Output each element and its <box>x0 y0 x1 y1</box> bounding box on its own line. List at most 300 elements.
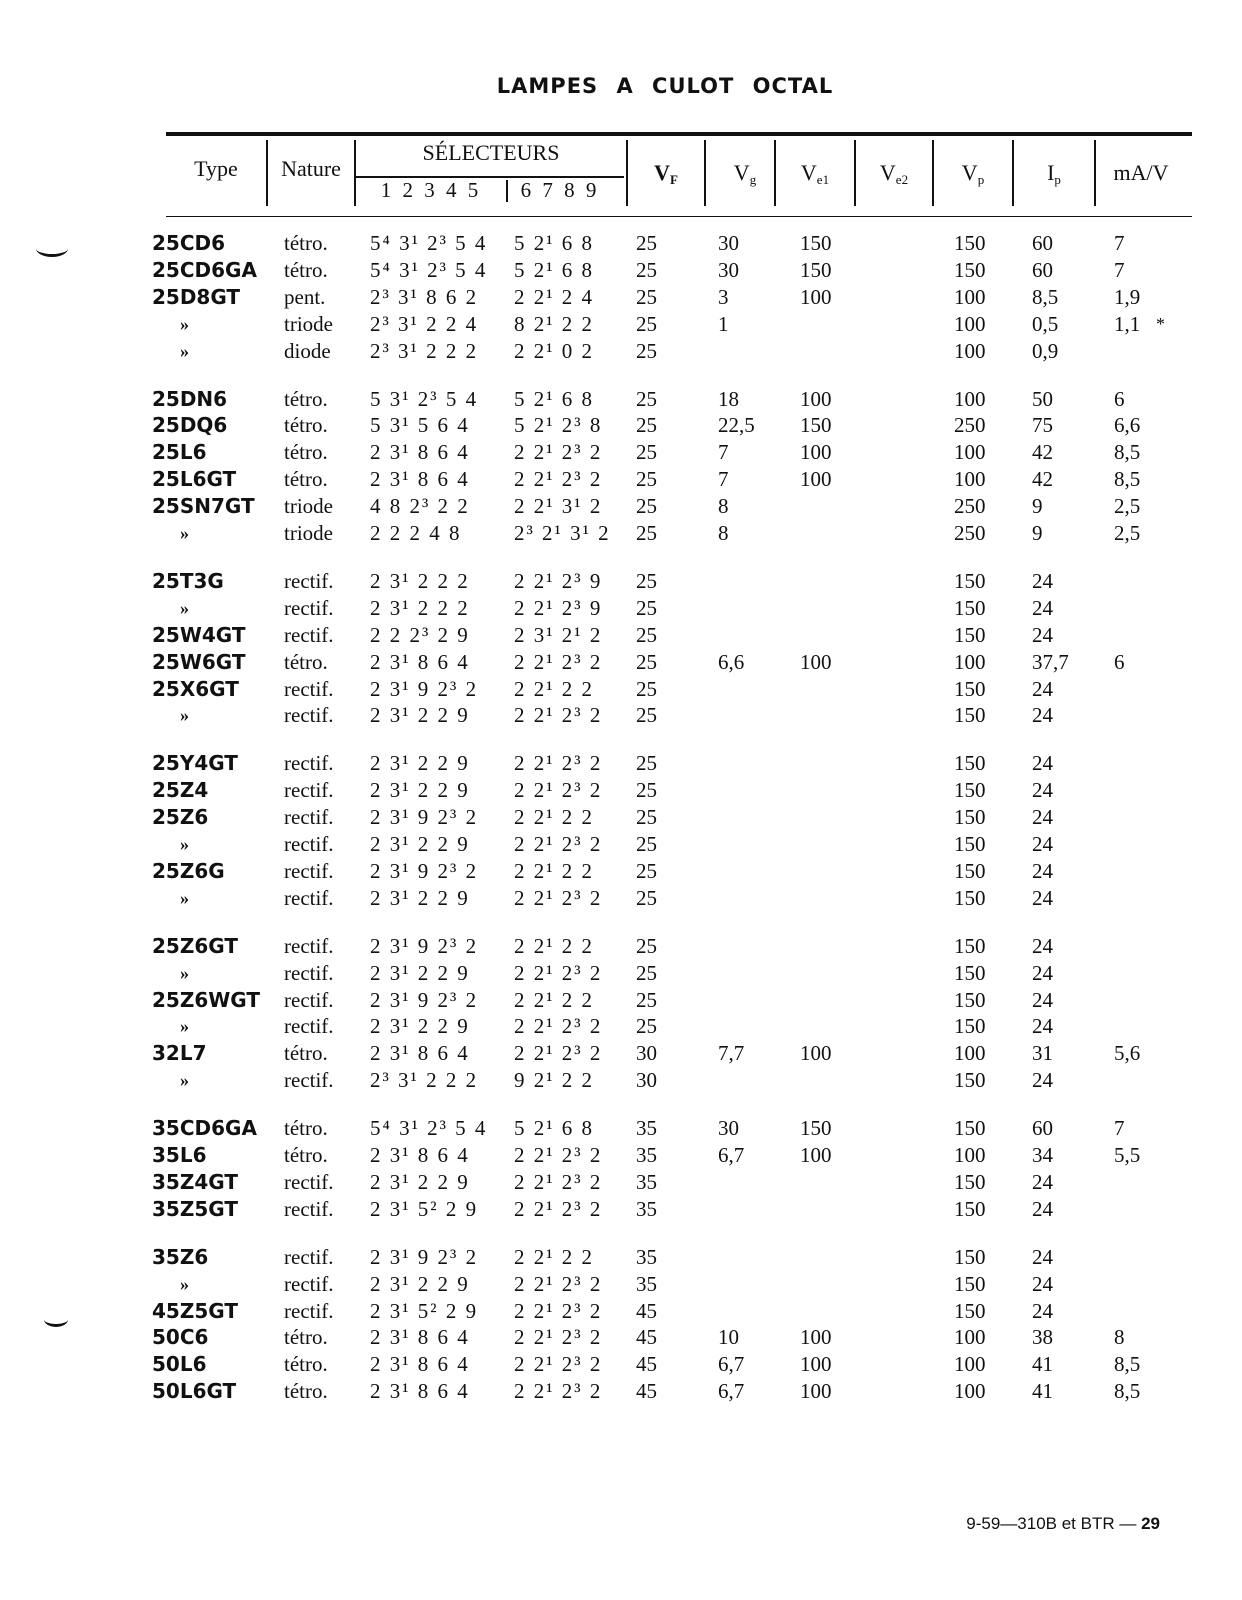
cell-ve1: 150 <box>800 1116 832 1141</box>
margin-mark <box>44 1312 68 1327</box>
cell-type: 50C6 <box>152 1325 209 1350</box>
cell-ip: 41 <box>1032 1379 1053 1404</box>
cell-vf: 25 <box>636 257 657 282</box>
cell-vf: 25 <box>636 521 657 545</box>
table-row <box>0 702 1242 729</box>
cell-nature: rectif. <box>284 1014 334 1039</box>
cell-s1: 2 3¹ 8 6 4 <box>370 1352 470 1377</box>
cell-nature: tétro. <box>284 257 328 282</box>
table-row <box>0 520 1242 547</box>
cell-vg: 22,5 <box>718 413 755 438</box>
table-row <box>0 311 1242 338</box>
cell-vg: 6,7 <box>718 1352 745 1377</box>
cell-s2: 2 2¹ 2³ 9 <box>514 568 603 593</box>
table-row <box>0 750 1242 777</box>
cell-ma: 5,5 <box>1114 1143 1141 1167</box>
cell-ma: 1,1 <box>1114 311 1141 336</box>
cell-ve1: 100 <box>800 649 832 674</box>
table-row <box>0 1040 1242 1067</box>
cell-ip: 24 <box>1032 1196 1053 1221</box>
cell-ip: 8,5 <box>1032 284 1059 309</box>
cell-nature: rectif. <box>284 885 334 910</box>
header-sel-a: 1 2 3 4 5 <box>380 178 482 202</box>
cell-vp: 150 <box>954 257 986 282</box>
cell-type: 25DN6 <box>152 386 228 411</box>
cell-ip: 24 <box>1032 1068 1053 1093</box>
cell-nature: tétro. <box>284 1379 328 1404</box>
table-row <box>0 885 1242 912</box>
cell-vp: 150 <box>954 1014 986 1039</box>
cell-s1: 2 3¹ 5² 2 9 <box>370 1298 479 1323</box>
cell-ma: 8,5 <box>1114 440 1141 465</box>
table-row <box>0 1378 1242 1405</box>
cell-type: » <box>180 1016 189 1037</box>
cell-vf: 35 <box>636 1143 657 1167</box>
cell-s2: 2 2¹ 2³ 2 <box>514 1196 603 1221</box>
cell-type: » <box>180 597 189 618</box>
cell-s2: 2 2¹ 2 2 <box>514 933 595 958</box>
cell-ip: 24 <box>1032 778 1053 803</box>
cell-type: 25W4GT <box>152 622 246 647</box>
cell-vf: 35 <box>636 1196 657 1221</box>
table-row <box>0 831 1242 858</box>
cell-vp: 150 <box>954 703 986 728</box>
cell-s1: 2 3¹ 2 2 9 <box>370 751 470 776</box>
cell-s2: 9 2¹ 2 2 <box>514 1068 595 1093</box>
cell-nature: rectif. <box>284 676 334 701</box>
cell-nature: rectif. <box>284 1068 334 1093</box>
cell-type: 35L6 <box>152 1143 207 1167</box>
cell-vp: 150 <box>954 622 986 647</box>
table-row <box>0 466 1242 493</box>
cell-ma: 1,9 <box>1114 284 1141 309</box>
cell-s1: 2 3¹ 8 6 4 <box>370 1325 470 1350</box>
cell-ve1: 100 <box>800 1041 832 1066</box>
cell-vg: 1 <box>718 311 729 336</box>
cell-s1: 2 3¹ 8 6 4 <box>370 1379 470 1404</box>
cell-type: » <box>180 340 189 361</box>
cell-s2: 2 2¹ 2 2 <box>514 676 595 701</box>
cell-vp: 100 <box>954 1143 986 1167</box>
cell-ve1: 100 <box>800 467 832 492</box>
cell-vf: 45 <box>636 1352 657 1377</box>
cell-s2: 2 2¹ 2³ 2 <box>514 1298 603 1323</box>
cell-s1: 2 3¹ 2 2 9 <box>370 1014 470 1039</box>
cell-s1: 2 2 2 4 8 <box>370 521 462 545</box>
cell-ve1: 150 <box>800 413 832 438</box>
cell-ip: 42 <box>1032 467 1053 492</box>
page-number: 29 <box>1141 1514 1160 1533</box>
cell-ip: 31 <box>1032 1041 1053 1066</box>
cell-nature: rectif. <box>284 1244 334 1269</box>
cell-type: » <box>180 705 189 726</box>
page-title: LAMPES A CULOT OCTAL <box>496 74 834 98</box>
cell-vg: 7,7 <box>718 1041 745 1066</box>
table-row <box>0 804 1242 831</box>
cell-ip: 0,5 <box>1032 311 1059 336</box>
cell-s1: 2 3¹ 2 2 2 <box>370 595 470 620</box>
table-row <box>0 257 1242 284</box>
table-row <box>0 439 1242 466</box>
cell-ma: 8,5 <box>1114 1352 1141 1377</box>
cell-vp: 150 <box>954 778 986 803</box>
cell-nature: tétro. <box>284 413 328 438</box>
table-row <box>0 412 1242 439</box>
table-row <box>0 1298 1242 1325</box>
cell-vp: 250 <box>954 521 986 545</box>
cell-type: 25L6 <box>152 440 207 465</box>
cell-nature: tétro. <box>284 231 328 255</box>
cell-vp: 150 <box>954 1298 986 1323</box>
cell-s2: 2 2¹ 2 2 <box>514 987 595 1012</box>
cell-nature: rectif. <box>284 1196 334 1221</box>
cell-ip: 24 <box>1032 858 1053 883</box>
cell-vg: 6,7 <box>718 1379 745 1404</box>
cell-type: 25Z6G <box>152 858 225 883</box>
cell-ip: 24 <box>1032 751 1053 776</box>
cell-vf: 35 <box>636 1169 657 1194</box>
cell-vf: 25 <box>636 649 657 674</box>
cell-vf: 25 <box>636 440 657 465</box>
cell-ip: 24 <box>1032 1014 1053 1039</box>
table-row <box>0 622 1242 649</box>
cell-s2: 2 2¹ 2³ 2 <box>514 960 603 985</box>
cell-nature: rectif. <box>284 1271 334 1296</box>
cell-ve1: 100 <box>800 284 832 309</box>
cell-vg: 7 <box>718 467 729 492</box>
cell-ip: 34 <box>1032 1143 1053 1167</box>
cell-type: 50L6 <box>152 1352 207 1377</box>
cell-ve1: 150 <box>800 231 832 255</box>
cell-vf: 25 <box>636 987 657 1012</box>
header-mav: mA/V <box>1113 160 1169 185</box>
cell-ve1: 100 <box>800 1325 832 1350</box>
cell-vg: 30 <box>718 231 739 255</box>
cell-type: 25Z4 <box>152 778 209 803</box>
cell-s1: 2 3¹ 9 2³ 2 <box>370 1244 479 1269</box>
cell-s2: 2 2¹ 2³ 2 <box>514 1379 603 1404</box>
cell-nature: rectif. <box>284 933 334 958</box>
cell-vp: 100 <box>954 311 986 336</box>
cell-vp: 150 <box>954 595 986 620</box>
cell-s1: 2 3¹ 2 2 9 <box>370 832 470 856</box>
cell-nature: triode <box>284 521 333 545</box>
cell-s1: 2 3¹ 8 6 4 <box>370 440 470 465</box>
cell-type: 25Z6WGT <box>152 987 261 1012</box>
cell-vp: 150 <box>954 805 986 830</box>
header-ve1: Ve1 <box>800 160 830 187</box>
table-row <box>0 338 1242 365</box>
cell-s1: 2 3¹ 2 2 9 <box>370 960 470 985</box>
cell-nature: rectif. <box>284 1169 334 1194</box>
cell-vf: 25 <box>636 805 657 830</box>
cell-vp: 150 <box>954 568 986 593</box>
cell-ma: 8 <box>1114 1325 1125 1350</box>
cell-ve1: 100 <box>800 440 832 465</box>
cell-type: 25L6GT <box>152 467 237 492</box>
cell-vp: 150 <box>954 885 986 910</box>
cell-s2: 2 2¹ 2³ 2 <box>514 1041 603 1066</box>
cell-s1: 2 3¹ 8 6 4 <box>370 649 470 674</box>
cell-ip: 37,7 <box>1032 649 1069 674</box>
table-row <box>0 676 1242 703</box>
cell-star: * <box>1156 313 1165 334</box>
cell-ip: 24 <box>1032 987 1053 1012</box>
table-row <box>0 1196 1242 1223</box>
cell-vg: 30 <box>718 1116 739 1141</box>
cell-vf: 25 <box>636 338 657 363</box>
cell-s1: 5 3¹ 5 6 4 <box>370 413 470 438</box>
cell-vg: 3 <box>718 284 729 309</box>
cell-ma: 8,5 <box>1114 467 1141 492</box>
cell-ip: 9 <box>1032 521 1043 545</box>
cell-type: 35Z6 <box>152 1244 209 1269</box>
cell-s1: 2 3¹ 9 2³ 2 <box>370 987 479 1012</box>
cell-vf: 45 <box>636 1325 657 1350</box>
cell-vf: 25 <box>636 960 657 985</box>
cell-type: » <box>180 834 189 854</box>
cell-ip: 24 <box>1032 960 1053 985</box>
cell-s2: 2 2¹ 2 2 <box>514 1244 595 1269</box>
cell-type: 25CD6GA <box>152 257 257 282</box>
cell-nature: rectif. <box>284 960 334 985</box>
header-vp: Vp <box>961 160 985 187</box>
cell-s2: 2 2¹ 2³ 2 <box>514 778 603 803</box>
cell-vf: 25 <box>636 386 657 411</box>
cell-ip: 24 <box>1032 703 1053 728</box>
cell-nature: triode <box>284 311 333 336</box>
cell-ma: 6 <box>1114 649 1125 674</box>
cell-s2: 2 2¹ 2³ 2 <box>514 703 603 728</box>
cell-ip: 24 <box>1032 933 1053 958</box>
cell-type: 35Z5GT <box>152 1196 238 1221</box>
cell-vp: 100 <box>954 649 986 674</box>
cell-vg: 6,6 <box>718 649 745 674</box>
cell-ip: 24 <box>1032 832 1053 856</box>
cell-nature: triode <box>284 494 333 519</box>
cell-s1: 5 3¹ 2³ 5 4 <box>370 386 479 411</box>
cell-vf: 25 <box>636 311 657 336</box>
cell-vf: 25 <box>636 703 657 728</box>
cell-vp: 150 <box>954 1068 986 1093</box>
cell-nature: rectif. <box>284 595 334 620</box>
cell-ip: 24 <box>1032 1271 1053 1296</box>
cell-vf: 30 <box>636 1068 657 1093</box>
cell-s1: 2 2 2³ 2 9 <box>370 622 470 647</box>
table-row <box>0 649 1242 676</box>
cell-nature: tétro. <box>284 1325 328 1350</box>
table-row <box>0 1271 1242 1298</box>
header-vg: Vg <box>733 160 757 187</box>
cell-vf: 25 <box>636 885 657 910</box>
cell-ve1: 100 <box>800 386 832 411</box>
cell-vp: 150 <box>954 1244 986 1269</box>
cell-vf: 25 <box>636 595 657 620</box>
cell-ip: 60 <box>1032 257 1053 282</box>
cell-vg: 7 <box>718 440 729 465</box>
cell-vf: 25 <box>636 751 657 776</box>
table-row <box>0 858 1242 885</box>
cell-type: 25W6GT <box>152 649 246 674</box>
cell-vf: 25 <box>636 832 657 856</box>
cell-s1: 2 3¹ 8 6 4 <box>370 1143 470 1167</box>
cell-s2: 2 2¹ 0 2 <box>514 338 595 363</box>
cell-s1: 2 3¹ 9 2³ 2 <box>370 858 479 883</box>
cell-nature: rectif. <box>284 858 334 883</box>
cell-ip: 38 <box>1032 1325 1053 1350</box>
cell-type: 25SN7GT <box>152 494 255 519</box>
cell-s1: 2 3¹ 2 2 9 <box>370 778 470 803</box>
cell-s2: 2 2¹ 2³ 2 <box>514 1271 603 1296</box>
table-row <box>0 933 1242 960</box>
margin-mark <box>36 240 68 257</box>
cell-vf: 35 <box>636 1271 657 1296</box>
cell-s2: 5 2¹ 6 8 <box>514 231 595 255</box>
cell-type: » <box>180 1273 189 1294</box>
cell-nature: tétro. <box>284 440 328 465</box>
cell-ip: 24 <box>1032 805 1053 830</box>
table-row <box>0 987 1242 1014</box>
cell-vf: 45 <box>636 1379 657 1404</box>
cell-s2: 2 2¹ 2³ 2 <box>514 1325 603 1350</box>
cell-ip: 24 <box>1032 1244 1053 1269</box>
cell-nature: tétro. <box>284 1143 328 1167</box>
cell-s1: 2³ 3¹ 2 2 2 <box>370 1068 479 1093</box>
table-row <box>0 1169 1242 1196</box>
cell-vp: 100 <box>954 386 986 411</box>
page-footer <box>966 1514 1160 1534</box>
cell-s2: 2 2¹ 2³ 2 <box>514 1352 603 1377</box>
cell-vf: 35 <box>636 1244 657 1269</box>
cell-s2: 2 2¹ 2³ 2 <box>514 649 603 674</box>
cell-vp: 150 <box>954 231 986 255</box>
cell-vf: 25 <box>636 494 657 519</box>
cell-type: 35CD6GA <box>152 1116 257 1141</box>
cell-vp: 150 <box>954 832 986 856</box>
header-ve2: Ve2 <box>879 160 909 187</box>
cell-s2: 5 2¹ 6 8 <box>514 386 595 411</box>
cell-ip: 60 <box>1032 1116 1053 1141</box>
cell-vf: 45 <box>636 1298 657 1323</box>
cell-nature: rectif. <box>284 703 334 728</box>
table-row <box>0 960 1242 987</box>
cell-vp: 150 <box>954 676 986 701</box>
cell-s1: 2 3¹ 2 2 9 <box>370 885 470 910</box>
cell-type: 32L7 <box>152 1041 207 1066</box>
cell-vp: 150 <box>954 1271 986 1296</box>
table-row <box>0 284 1242 311</box>
cell-type: 25X6GT <box>152 676 239 701</box>
cell-s2: 2³ 2¹ 3¹ 2 <box>514 521 611 545</box>
cell-s2: 2 3¹ 2¹ 2 <box>514 622 603 647</box>
cell-ip: 42 <box>1032 440 1053 465</box>
cell-vf: 25 <box>636 858 657 883</box>
cell-nature: rectif. <box>284 568 334 593</box>
cell-s2: 2 2¹ 2³ 2 <box>514 832 603 856</box>
cell-type: 25Y4GT <box>152 751 238 776</box>
cell-s2: 2 2¹ 2 2 <box>514 805 595 830</box>
cell-vf: 25 <box>636 467 657 492</box>
cell-ip: 24 <box>1032 595 1053 620</box>
cell-ip: 60 <box>1032 231 1053 255</box>
table-row <box>0 777 1242 804</box>
cell-vp: 100 <box>954 284 986 309</box>
cell-s2: 5 2¹ 2³ 8 <box>514 413 603 438</box>
table-row <box>0 1244 1242 1271</box>
cell-vg: 6,7 <box>718 1143 745 1167</box>
cell-vg: 18 <box>718 386 739 411</box>
table-row <box>0 1013 1242 1040</box>
cell-type: 25Z6GT <box>152 933 238 958</box>
cell-ma: 2,5 <box>1114 521 1141 545</box>
cell-vp: 150 <box>954 751 986 776</box>
cell-s1: 5⁴ 3¹ 2³ 5 4 <box>370 1116 488 1141</box>
cell-nature: tétro. <box>284 386 328 411</box>
cell-s1: 5⁴ 3¹ 2³ 5 4 <box>370 257 488 282</box>
header-selecteurs: SÉLECTEURS <box>422 140 560 165</box>
cell-nature: pent. <box>284 284 326 309</box>
table-row <box>0 493 1242 520</box>
cell-s1: 2 3¹ 9 2³ 2 <box>370 933 479 958</box>
cell-nature: tétro. <box>284 1041 328 1066</box>
cell-vf: 25 <box>636 231 657 255</box>
cell-s1: 2 3¹ 9 2³ 2 <box>370 805 479 830</box>
cell-vg: 30 <box>718 257 739 282</box>
cell-nature: rectif. <box>284 778 334 803</box>
cell-ip: 24 <box>1032 622 1053 647</box>
cell-s1: 5⁴ 3¹ 2³ 5 4 <box>370 231 488 255</box>
cell-s2: 5 2¹ 6 8 <box>514 1116 595 1141</box>
cell-vf: 25 <box>636 676 657 701</box>
cell-ip: 24 <box>1032 885 1053 910</box>
cell-nature: rectif. <box>284 1298 334 1323</box>
cell-s1: 2 3¹ 2 2 9 <box>370 703 470 728</box>
cell-ip: 24 <box>1032 1298 1053 1323</box>
cell-vp: 250 <box>954 413 986 438</box>
cell-nature: tétro. <box>284 467 328 492</box>
cell-s2: 2 2¹ 2³ 2 <box>514 1143 603 1167</box>
cell-vp: 150 <box>954 987 986 1012</box>
cell-ma: 8,5 <box>1114 1379 1141 1404</box>
cell-vg: 8 <box>718 494 729 519</box>
cell-ip: 75 <box>1032 413 1053 438</box>
table-row <box>0 1067 1242 1094</box>
cell-ma: 6,6 <box>1114 413 1141 438</box>
header-vf: VF <box>654 160 678 187</box>
cell-s2: 2 2¹ 2³ 2 <box>514 467 603 492</box>
cell-vp: 250 <box>954 494 986 519</box>
cell-vf: 30 <box>636 1041 657 1066</box>
table-row <box>0 568 1242 595</box>
cell-ma: 2,5 <box>1114 494 1141 519</box>
cell-vp: 100 <box>954 1325 986 1350</box>
cell-vp: 100 <box>954 338 986 363</box>
cell-nature: diode <box>284 338 331 363</box>
cell-ip: 24 <box>1032 1169 1053 1194</box>
cell-s1: 2³ 3¹ 8 6 2 <box>370 284 479 309</box>
cell-s1: 2 3¹ 5² 2 9 <box>370 1196 479 1221</box>
cell-type: » <box>180 887 189 908</box>
cell-s1: 2³ 3¹ 2 2 4 <box>370 311 479 336</box>
cell-s1: 2 3¹ 2 2 9 <box>370 1271 470 1296</box>
cell-nature: rectif. <box>284 832 334 856</box>
cell-vf: 25 <box>636 568 657 593</box>
cell-type: » <box>180 313 189 334</box>
cell-ve1: 150 <box>800 257 832 282</box>
cell-ip: 41 <box>1032 1352 1053 1377</box>
cell-vg: 8 <box>718 521 729 545</box>
cell-vg: 10 <box>718 1325 739 1350</box>
